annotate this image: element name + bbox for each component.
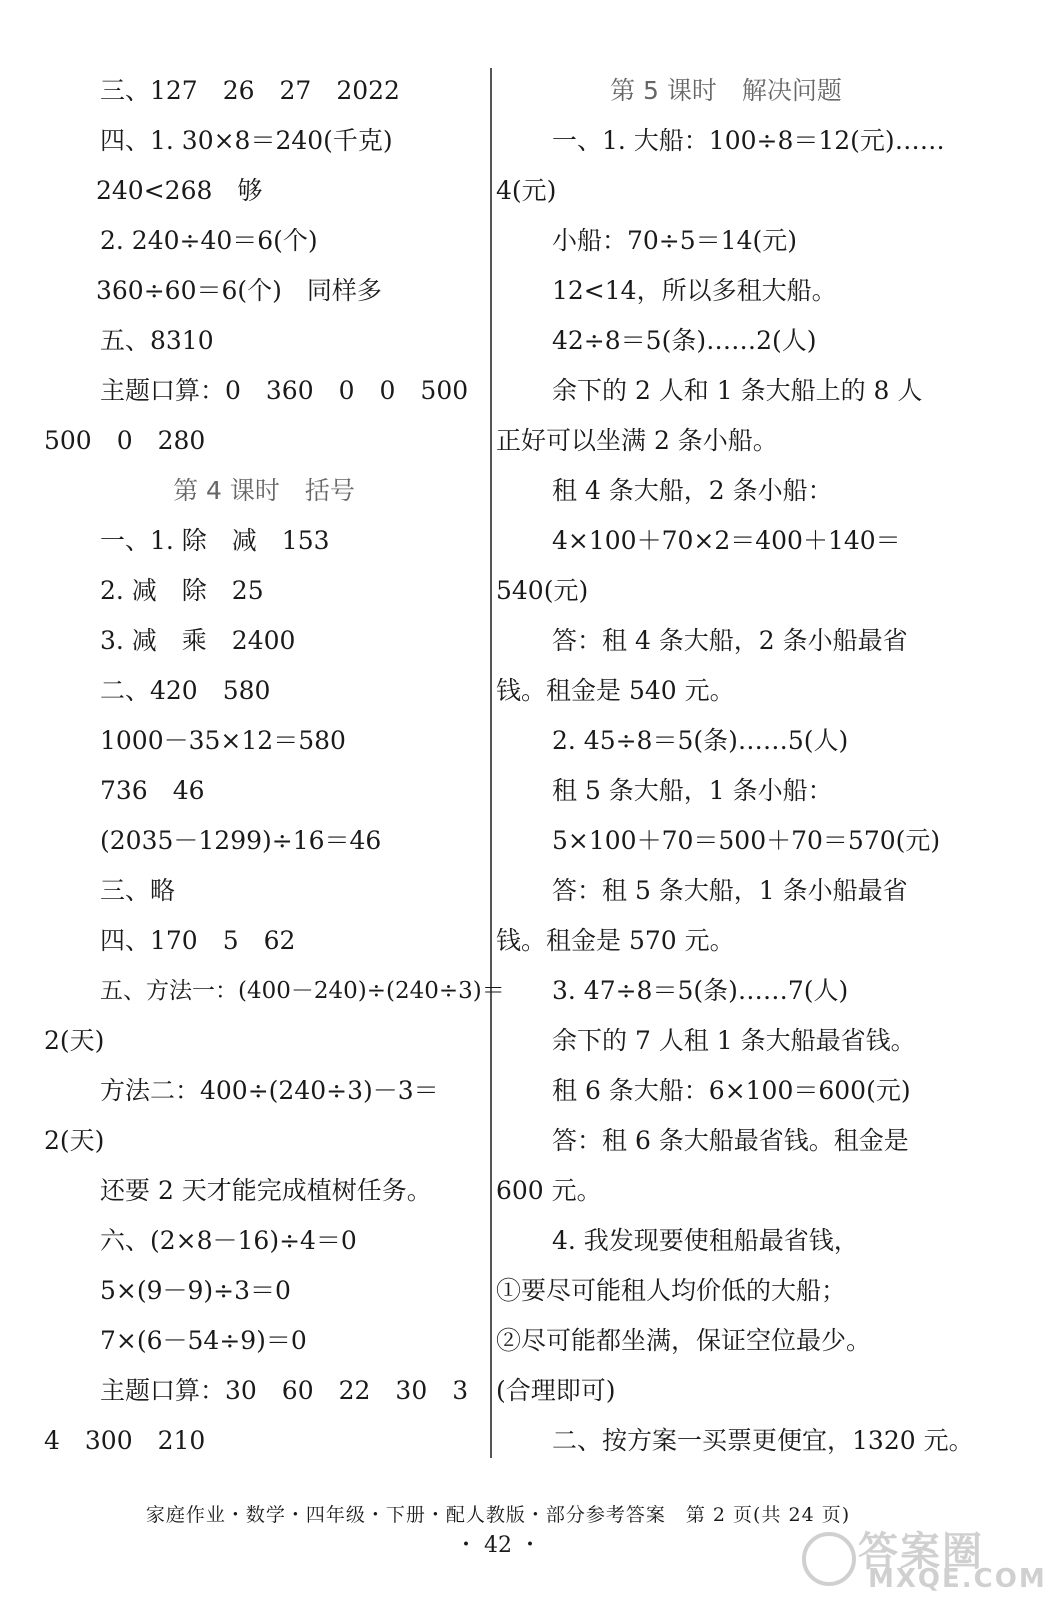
answer-line: 三、127 26 27 2022 [100,76,400,105]
answer-line: 答：租 6 条大船最省钱。租金是 [552,1126,909,1155]
answer-line: 主题口算：0 360 0 0 500 [100,376,469,405]
answer-line: 一、1. 除 减 153 [100,526,330,555]
answer-line: 4×100＋70×2＝400＋140＝ [552,526,901,555]
column-divider [490,68,492,1458]
watermark-circle-icon [802,1532,856,1586]
answer-line: 三、略 [100,876,176,905]
answer-line: 240<268 够 [96,176,263,205]
answer-line: 500 0 280 [44,426,206,455]
answer-line: 五、方法一：(400－240)÷(240÷3)＝ [100,978,505,1004]
watermark-text: 答案圈 [858,1529,984,1575]
answer-line: (2035－1299)÷16＝46 [100,826,382,855]
answer-line: 四、1. 30×8＝240(千克) [100,126,393,155]
answer-line: 钱。租金是 540 元。 [496,676,735,705]
answer-line: 小船：70÷5＝14(元) [552,226,797,255]
answer-line: 5×(9－9)÷3＝0 [100,1276,291,1305]
answer-line: (合理即可) [496,1376,616,1405]
left-column [44,66,505,1466]
watermark-logo [798,1520,1047,1596]
answer-line: 12<14，所以多租大船。 [552,276,837,305]
answer-line: 主题口算：30 60 22 30 3 [100,1376,469,1405]
answer-line: 540(元) [496,576,589,605]
answer-line: 四、170 5 62 [100,926,296,955]
answer-line: 答：租 5 条大船，1 条小船最省 [552,876,908,905]
answer-line: 3. 减 乘 2400 [100,626,296,655]
answer-line: 4 300 210 [44,1426,206,1455]
answer-line: 方法二：400÷(240÷3)－3＝ [100,1076,439,1105]
answer-line: 360÷60＝6(个) 同样多 [96,276,382,305]
answer-line: 租 6 条大船：6×100＝600(元) [552,1076,911,1105]
answer-line: 5×100＋70＝500＋70＝570(元) [552,826,941,855]
answer-line: 4. 我发现要使租船最省钱， [552,1226,859,1255]
answer-line: 租 5 条大船，1 条小船： [552,776,833,805]
section-heading: 第 5 课时 解决问题 [610,76,842,105]
answer-line: 租 4 条大船，2 条小船： [552,476,833,505]
answer-line: ①要尽可能租人均价低的大船； [496,1276,847,1305]
answer-line: 3. 47÷8＝5(条)……7(人) [552,976,849,1005]
section-heading: 第 4 课时 括号 [173,476,355,505]
answer-line: 一、1. 大船：100÷8＝12(元)…… [552,126,945,155]
answer-line: 736 46 [100,776,205,805]
answer-line: 2(天) [44,1026,105,1055]
answer-line: 二、420 580 [100,676,271,705]
answer-line: 六、(2×8－16)÷4＝0 [100,1226,357,1255]
answer-line: 五、8310 [100,326,214,355]
answer-line: 余下的 2 人和 1 条大船上的 8 人 [552,376,923,405]
answer-line: 1000－35×12＝580 [100,726,346,755]
answer-line: 2. 减 除 25 [100,576,264,605]
answer-line: 还要 2 天才能完成植树任务。 [100,1176,432,1205]
answer-line: 二、按方案一买票更便宜，1320 元。 [552,1426,974,1455]
answer-line: 2(天) [44,1126,105,1155]
answer-line: 答：租 4 条大船，2 条小船最省 [552,626,908,655]
answer-line: 2. 45÷8＝5(条)……5(人) [552,726,849,755]
answer-line: ②尽可能都坐满，保证空位最少。 [496,1326,872,1355]
answer-line: 4(元) [496,176,557,205]
answer-line: 2. 240÷40＝6(个) [100,226,318,255]
answer-line: 正好可以坐满 2 条小船。 [496,426,778,455]
watermark-url: MXQE.COM [868,1564,1047,1594]
page-number: ・ 42 ・ [455,1533,541,1558]
answer-line: 余下的 7 人租 1 条大船最省钱。 [552,1026,916,1055]
answer-line: 7×(6－54÷9)＝0 [100,1326,307,1355]
answer-line: 600 元。 [496,1176,602,1205]
right-column [496,66,974,1466]
page-footer: 家庭作业・数学・四年级・下册・配人教版・部分参考答案 第 2 页(共 24 页) [145,1504,851,1526]
answer-line: 42÷8＝5(条)……2(人) [552,326,817,355]
answer-line: 钱。租金是 570 元。 [496,926,735,955]
